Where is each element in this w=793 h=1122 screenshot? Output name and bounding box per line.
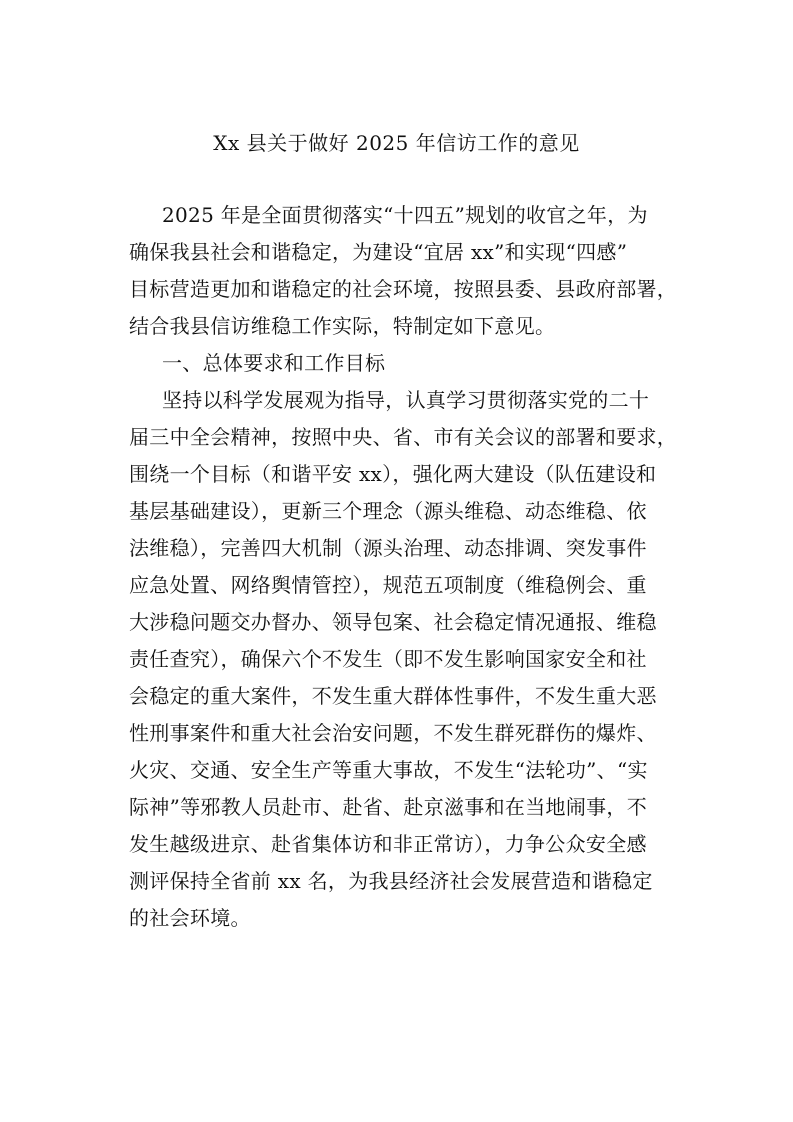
body-line: 测评保持全省前 xx 名，为我县经济社会发展营造和谐稳定: [129, 869, 653, 893]
body-line: 性刑事案件和重大社会治安问题，不发生群死群伤的爆炸、: [129, 721, 657, 745]
body-line: 责任查究），确保六个不发生（即不发生影响国家安全和社: [129, 647, 647, 671]
body-line: 的社会环境。: [129, 906, 251, 930]
intro-line: 确保我县社会和谐稳定，为建设“宜居 xx”和实现“四感”: [129, 240, 628, 264]
body-line: 基层基础建设），更新三个理念（源头维稳、动态维稳、依: [129, 499, 647, 523]
body-line: 法维稳），完善四大机制（源头治理、动态排调、突发事件: [129, 536, 647, 560]
body-line: 会稳定的重大案件，不发生重大群体性事件，不发生重大恶: [129, 684, 657, 708]
intro-line: 结合我县信访维稳工作实际，特制定如下意见。: [129, 314, 556, 338]
body-line: 发生越级进京、赴省集体访和非正常访），力争公众安全感: [129, 832, 647, 856]
intro-line: 目标营造更加和谐稳定的社会环境，按照县委、县政府部署，: [129, 277, 678, 301]
intro-line: 2025 年是全面贯彻落实“十四五”规划的收官之年，为: [162, 203, 648, 227]
body-line: 际神”等邪教人员赴市、赴省、赴京滋事和在当地闹事，不: [129, 795, 648, 819]
document-title: Xx 县关于做好 2025 年信访工作的意见: [213, 131, 580, 155]
body-line: 大涉稳问题交办督办、领导包案、社会稳定情况通报、维稳: [129, 610, 657, 634]
section-heading: 一、总体要求和工作目标: [162, 351, 386, 375]
body-line: 届三中全会精神，按照中央、省、市有关会议的部署和要求，: [129, 425, 678, 449]
body-line: 围绕一个目标（和谐平安 xx），强化两大建设（队伍建设和: [129, 462, 657, 486]
body-line: 坚持以科学发展观为指导，认真学习贯彻落实党的二十: [162, 388, 650, 412]
body-line: 火灾、交通、安全生产等重大事故，不发生“法轮功”、“实: [129, 758, 648, 782]
body-line: 应急处置、网络舆情管控），规范五项制度（维稳例会、重: [129, 573, 647, 597]
